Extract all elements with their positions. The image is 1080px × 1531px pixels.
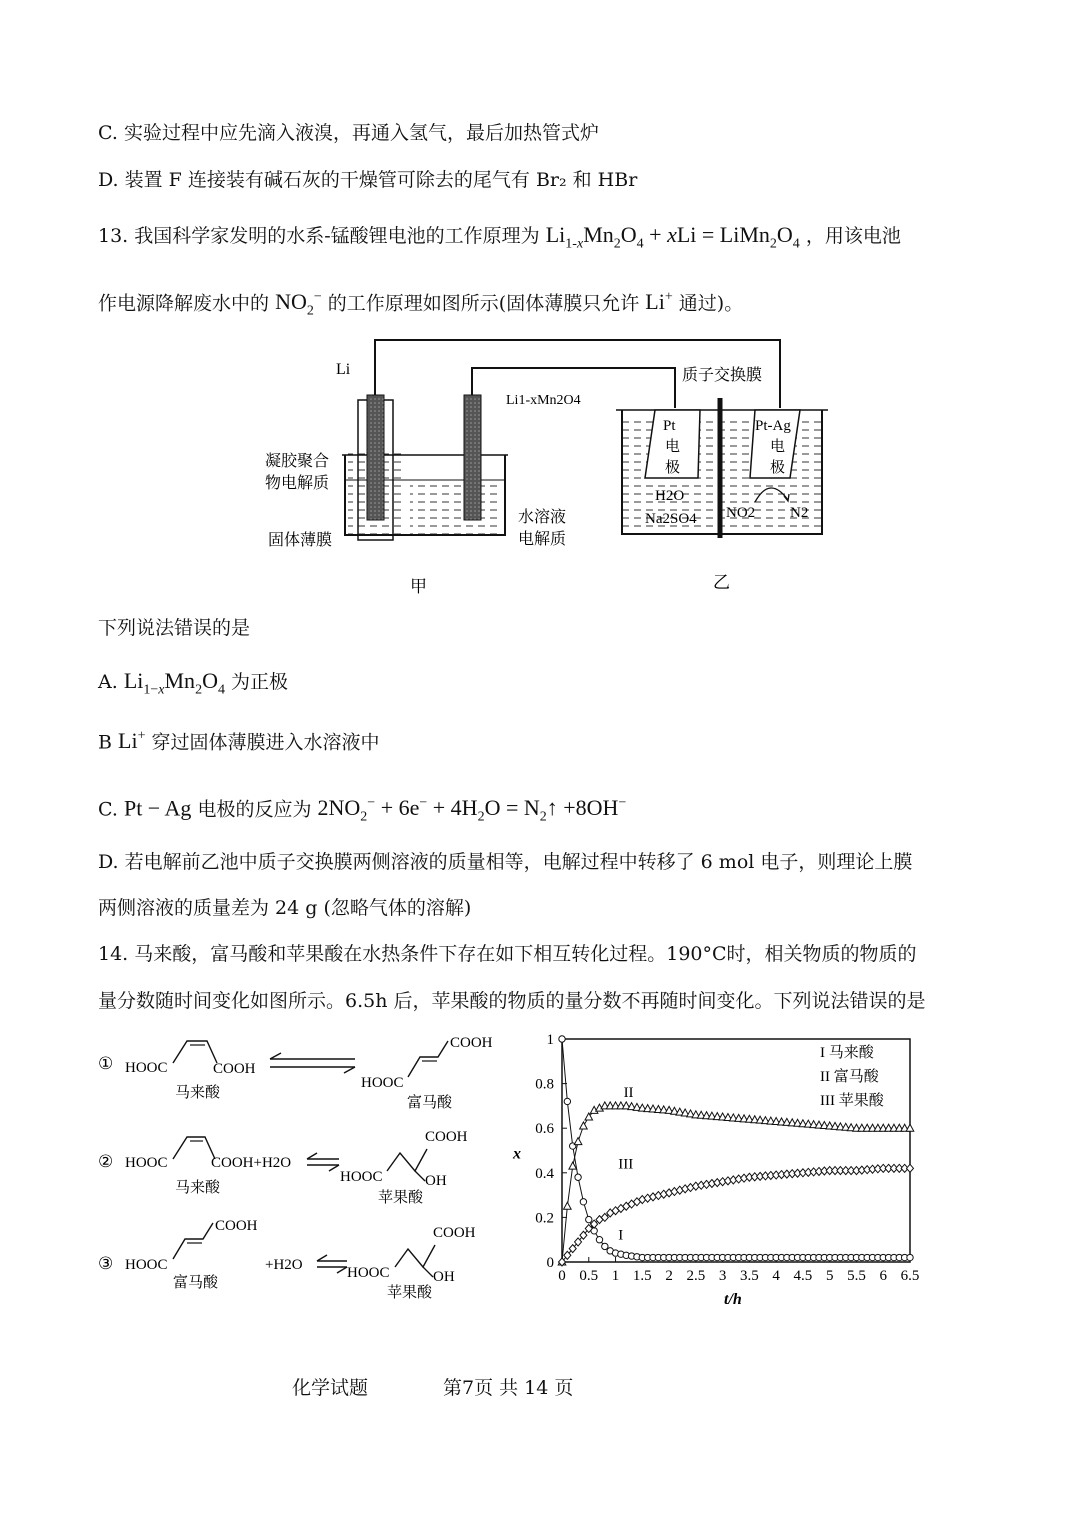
q12-option-c: C. 实验过程中应先滴入液溴，再通入氢气，最后加热管式炉 — [98, 122, 599, 144]
label-solid-film: 固体薄膜 — [268, 532, 333, 549]
r1-maleic-name: 马来酸 — [175, 1085, 221, 1101]
r3-malic-hooc: HOOC — [347, 1265, 390, 1281]
label-gel-2: 物电解质 — [265, 475, 330, 492]
reaction-2-number: ② — [98, 1152, 114, 1171]
q14-stem-line1: 14. 马来酸，富马酸和苹果酸在水热条件下存在如下相互转化过程。190°C时，相关物质的物质的 — [98, 943, 917, 965]
y-tick-label: 0 — [546, 1255, 554, 1271]
series-iii-line — [562, 1168, 910, 1262]
footer-page: 第7页 共 14 页 — [443, 1377, 574, 1399]
q14-stem-line2: 量分数随时间变化如图所示。6.5h 后，苹果酸的物质的量分数不再随时间变化。下列说法错误的是 — [98, 990, 926, 1012]
y-tick-label: 0.8 — [535, 1076, 554, 1093]
q13-option-a-label: A. — [98, 671, 118, 693]
x-tick-label: 0 — [558, 1268, 566, 1284]
x-tick-label: 6 — [879, 1268, 887, 1284]
y-tick-label: 0.4 — [535, 1165, 554, 1182]
q13-option-a-formula: $Li_{1-x}Mn_2O_4$ — [123, 668, 225, 698]
x-tick-label: 2 — [665, 1268, 673, 1284]
lixmno-electrode — [464, 395, 481, 520]
q13-option-b-label: B — [98, 731, 112, 754]
label-aq-2: 电解质 — [518, 531, 567, 548]
r2-malic-hooc: HOOC — [340, 1169, 383, 1185]
curve-annotation-i: I — [618, 1227, 624, 1244]
q13-option-c-label: C. — [98, 798, 118, 821]
caption-yi: 乙 — [713, 573, 730, 592]
r2-equilibrium-arrow — [307, 1153, 339, 1171]
series-i-marker — [596, 1237, 602, 1243]
label-na2so4: Na2SO4 — [645, 511, 697, 527]
reaction-1-number: ① — [98, 1054, 114, 1073]
label-pt-dian: 电 — [665, 439, 681, 455]
q14-mole-fraction-chart — [505, 1025, 925, 1315]
q13-option-a — [98, 668, 288, 703]
q13-stem-text-b: ，用该电池 — [805, 225, 901, 247]
label-lixmno: Li1-xMn2O4 — [506, 393, 581, 408]
r3-plus-h2o: +H2O — [265, 1257, 303, 1273]
x-axis-label: t/h — [724, 1291, 742, 1308]
r1-fumaric-name: 富马酸 — [407, 1095, 453, 1111]
q13-option-b — [98, 724, 380, 755]
series-i-marker — [586, 1216, 592, 1222]
x-tick-label: 3.5 — [740, 1268, 759, 1284]
q13-option-b-text: 穿过固体薄膜进入水溶液中 — [151, 731, 380, 754]
r1-fumaric-cooh: COOH — [450, 1035, 493, 1051]
label-n2: N2 — [790, 505, 809, 521]
q12-option-d: D. 装置 F 连接装有碱石灰的干燥管可除去的尾气有 Br₂ 和 HBr — [98, 169, 638, 191]
r2-maleic-cooh-h2o: COOH+H2O — [211, 1155, 292, 1171]
r3-malic-cooh: COOH — [433, 1225, 476, 1241]
series-i-marker — [575, 1174, 581, 1180]
chart-legend — [820, 1044, 885, 1109]
y-tick-label: 0.6 — [535, 1121, 554, 1138]
legend-entry: III 苹果酸 — [820, 1093, 884, 1109]
series-i-marker — [559, 1036, 565, 1042]
q13-option-c — [98, 791, 626, 831]
series-ii-marker — [580, 1122, 588, 1129]
r1-equilibrium-arrow — [270, 1053, 355, 1073]
y-tick-label: 1 — [546, 1032, 554, 1048]
q13-stem-text-e: 通过)。 — [678, 292, 744, 315]
label-no2: NO2 — [726, 505, 756, 521]
r1-maleic-hooc: HOOC — [125, 1060, 168, 1076]
r3-malic-oh: OH — [433, 1269, 455, 1285]
x-tick-label: 1.5 — [632, 1268, 652, 1284]
q13-option-c-text: 电极的反应为 — [197, 798, 312, 821]
series-ii-marker — [564, 1202, 572, 1209]
label-proton-membrane: 质子交换膜 — [682, 367, 763, 384]
r1-maleic-cooh: COOH — [213, 1061, 256, 1077]
aqueous-electrolyte-region — [410, 480, 500, 535]
label-ptag-ji: 极 — [770, 460, 786, 476]
series-ii-marker — [574, 1138, 582, 1145]
x-tick-label: 4 — [772, 1268, 780, 1284]
caption-jia: 甲 — [410, 577, 427, 596]
series-i-marker — [580, 1199, 586, 1205]
curve-annotation-ii: II — [623, 1084, 634, 1101]
q13-option-a-text: 为正极 — [231, 671, 289, 693]
q13-option-b-formula: Li+ — [118, 728, 146, 754]
r3-malic-name: 苹果酸 — [387, 1285, 433, 1301]
q13-stem-line2 — [98, 285, 743, 325]
x-tick-label: 6.5 — [900, 1268, 920, 1284]
q14-reaction-schemes — [95, 1025, 515, 1310]
x-tick-label: 3 — [718, 1268, 727, 1284]
legend-entry: II 富马酸 — [820, 1069, 879, 1085]
r3-fumaric-cooh: COOH — [215, 1218, 258, 1234]
r2-malic-name: 苹果酸 — [378, 1190, 424, 1206]
label-li: Li — [336, 361, 351, 378]
r3-fumaric-name: 富马酸 — [173, 1275, 219, 1291]
x-tick-label: 0.5 — [579, 1268, 599, 1284]
q13-electrochem-figure — [250, 330, 830, 610]
x-tick-label: 5 — [825, 1268, 834, 1284]
r2-maleic-hooc: HOOC — [125, 1155, 168, 1171]
series-iii-marker — [907, 1164, 914, 1172]
li-electrode — [367, 395, 384, 520]
label-aq-1: 水溶液 — [518, 509, 567, 526]
label-pt: Pt — [663, 418, 676, 434]
r1-fumaric-hooc: HOOC — [361, 1075, 404, 1091]
x-tick-label: 4.5 — [793, 1268, 813, 1284]
lithium-ion-formula: Li+ — [645, 289, 673, 315]
r3-fumaric-hooc: HOOC — [125, 1257, 168, 1273]
r2-malic-oh: OH — [425, 1173, 447, 1189]
y-tick-label: 0.2 — [535, 1210, 554, 1227]
label-pt-ji: 极 — [665, 460, 681, 476]
curve-annotation-iii: III — [618, 1156, 634, 1173]
q13-option-c-equation: $2NO_2^- + 6e^- + 4H_2O$ = $N_2↑ +8OH^-$ — [317, 795, 627, 825]
q13-stem-text-a: 13. 我国科学家发明的水系-锰酸锂电池的工作原理为 — [98, 225, 540, 247]
q13-option-d-line1: D. 若电解前乙池中质子交换膜两侧溶液的质量相等，电解过程中转移了 6 mol 电子，则理论上膜 — [98, 851, 913, 873]
x-tick-label: 2.5 — [686, 1268, 706, 1284]
q13-stem-text-c: 作电源降解废水中的 — [98, 292, 270, 315]
x-tick-label: 5.5 — [847, 1268, 866, 1284]
q13-stem-text-d: 的工作原理如图所示(固体薄膜只允许 — [327, 292, 640, 315]
q13-question: 下列说法错误的是 — [98, 617, 251, 639]
label-gel-1: 凝胶聚合 — [265, 453, 330, 470]
legend-entry: I 马来酸 — [820, 1045, 874, 1061]
q13-option-d-line2: 两侧溶液的质量差为 24 g (忽略气体的溶解) — [98, 897, 472, 919]
series-i-marker — [907, 1254, 913, 1260]
r2-malic-cooh: COOH — [425, 1129, 468, 1145]
series-ii-marker — [906, 1124, 914, 1131]
label-h2o: H2O — [655, 488, 685, 504]
label-ptag: Pt-Ag — [755, 418, 791, 434]
y-axis-label: x — [513, 1145, 521, 1163]
q13-option-c-electrode: Pt − Ag — [123, 795, 192, 821]
r3-equilibrium-arrow — [317, 1255, 347, 1273]
reaction-3-number: ③ — [98, 1254, 114, 1273]
q13-battery-equation: $Li_{1-x}Mn_2O_4$ + xLi = $LiMn_2O_4$ — [545, 222, 800, 252]
q13-stem-line1 — [98, 222, 901, 257]
label-ptag-dian: 电 — [770, 439, 786, 455]
footer-subject: 化学试题 — [292, 1377, 369, 1399]
series-i-marker — [564, 1098, 570, 1104]
series-i-marker — [602, 1243, 608, 1249]
r2-maleic-name: 马来酸 — [175, 1180, 221, 1196]
nitrite-formula: $NO_2^-$ — [275, 289, 322, 319]
x-tick-label: 1 — [611, 1268, 620, 1284]
